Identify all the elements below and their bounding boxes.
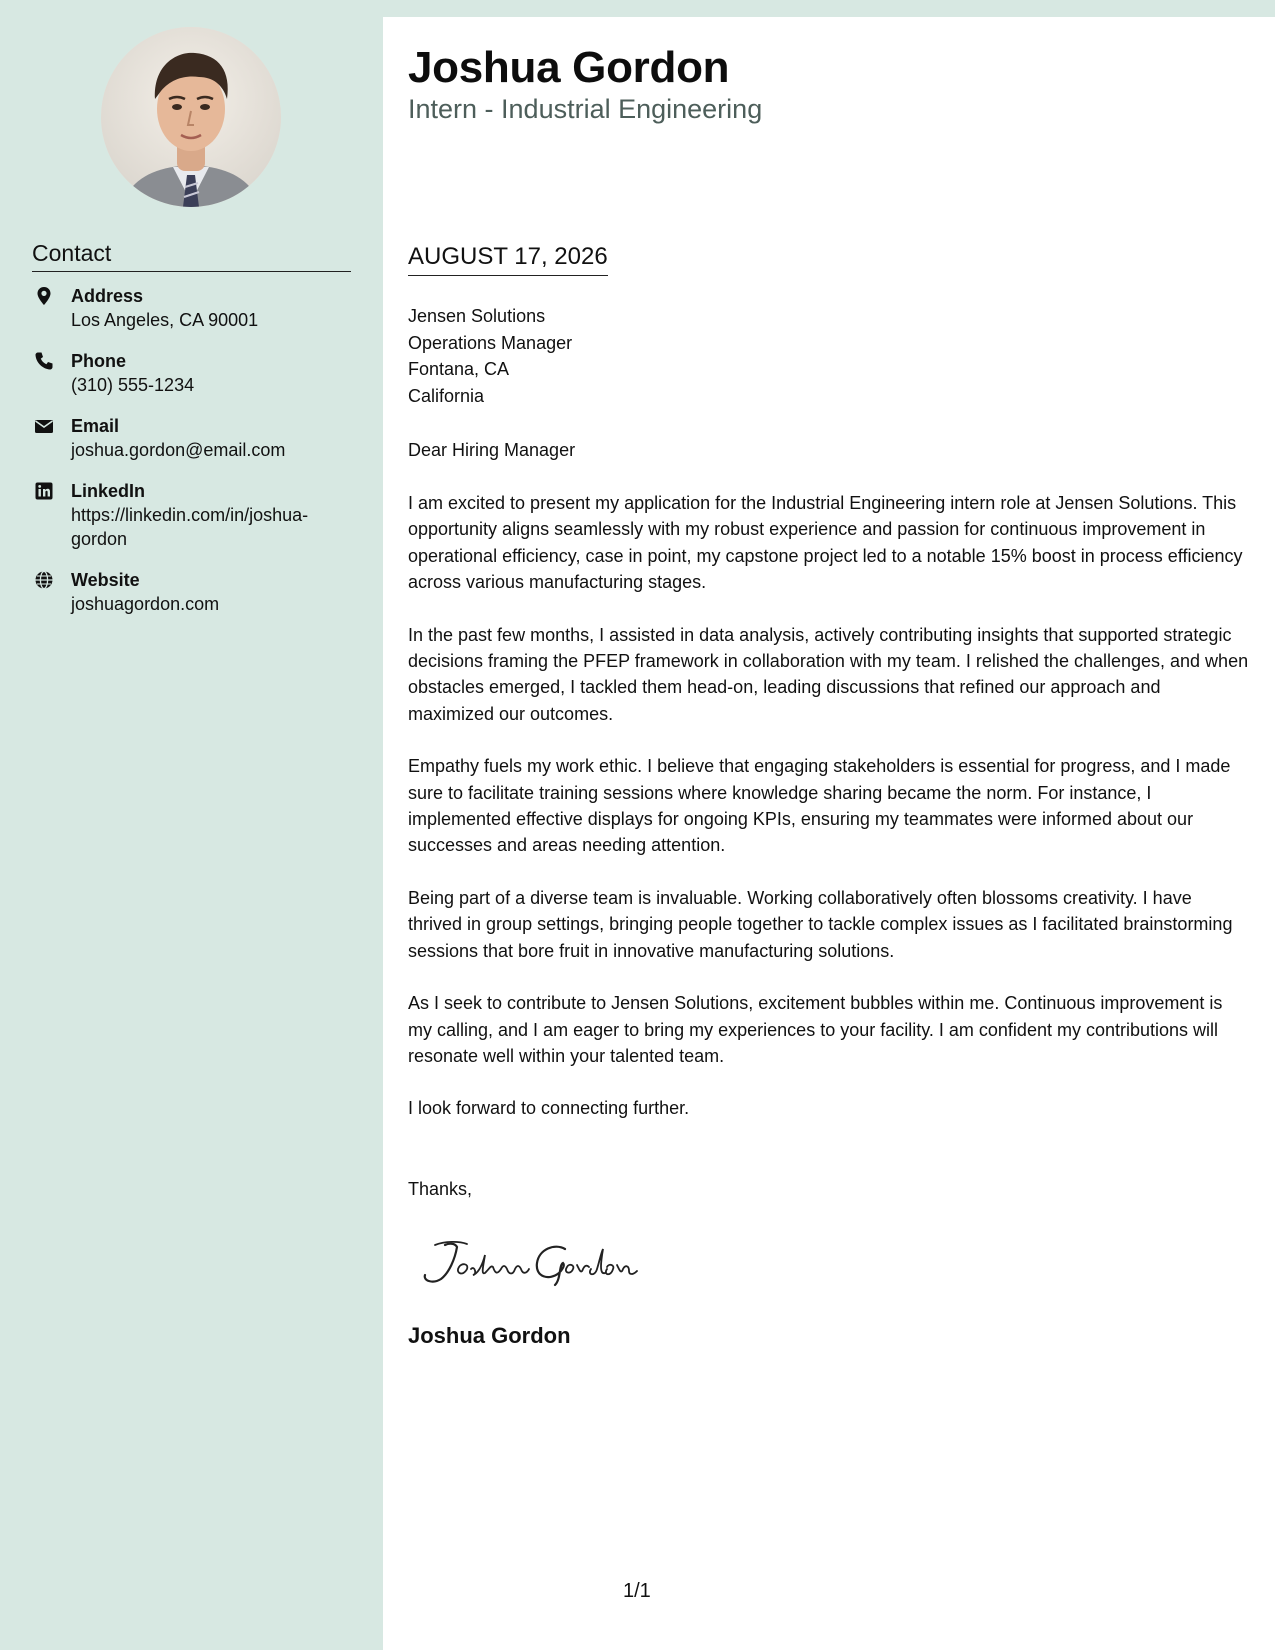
contact-value xyxy=(71,503,362,551)
contact-email xyxy=(32,414,362,462)
contact-section-title: Contact xyxy=(32,240,351,272)
contact-label: Email xyxy=(71,416,120,436)
greeting: Dear Hiring Manager xyxy=(408,440,576,460)
handwritten-signature xyxy=(415,1235,655,1291)
page-number: 1/1 xyxy=(623,1580,651,1602)
contact-address xyxy=(32,284,362,332)
contact-phone xyxy=(32,349,362,397)
recipient-line: Operations Manager xyxy=(408,332,573,353)
body-paragraph: In the past few months, I assisted in data analysis, actively contributing insights that supported strategic decisions framing the PFEP framework in collaboration with my team. I relished the challenges, and when obstacles emerged, I tackled them head-on, leading discussions that refined our approach and maximized our outcomes. xyxy=(408,624,1249,724)
body-paragraph: I look forward to connecting further. xyxy=(408,1098,690,1119)
applicant-role: Intern - Industrial Engineering xyxy=(408,94,763,124)
body-paragraph: Being part of a diverse team is invaluable. Working collaboratively often blossoms creativity. I have thrived in group settings, bringing people together to tackle complex issues as I facilitated brainstorming sessions that bore fruit in innovative manufacturing solutions. xyxy=(408,887,1233,961)
contact-linkedin xyxy=(32,479,362,551)
contact-label: Phone xyxy=(71,351,127,371)
recipient-line: California xyxy=(408,385,485,406)
letter-date: AUGUST 17, 2026 xyxy=(408,243,608,276)
body-paragraph: As I seek to contribute to Jensen Solutions, excitement bubbles within me. Continuous improvement is my calling, and I am eager to bring my experiences to your facility. I am confident my contributions will resonate well within your talented team. xyxy=(408,993,1223,1066)
recipient-block xyxy=(408,303,572,409)
signer-name: Joshua Gordon xyxy=(408,1323,571,1348)
linkedin-url-line-2: gordon xyxy=(71,529,128,549)
contact-value: joshuagordon.com xyxy=(71,594,220,614)
contact-label: LinkedIn xyxy=(71,481,146,501)
contact-value: joshua.gordon@email.com xyxy=(71,440,286,460)
letter-main xyxy=(383,17,1275,1650)
profile-photo xyxy=(101,27,281,207)
profile-photo-illustration xyxy=(101,27,281,207)
applicant-name: Joshua Gordon xyxy=(408,43,730,92)
letter-body xyxy=(408,490,1250,1148)
recipient-line: Jensen Solutions xyxy=(408,306,546,326)
recipient-line: Fontana, CA xyxy=(408,359,510,379)
sidebar xyxy=(0,0,383,1650)
body-paragraph: I am excited to present my application for the Industrial Engineering intern role at Jensen Solutions. This opportunity aligns seamlessly with my robust experience and passion for continuous improvement in operational efficiency, case in point, my capstone project led to a notable 15% boost in process efficiency across various manufacturing stages. xyxy=(408,493,1243,593)
body-paragraph: Empathy fuels my work ethic. I believe that engaging stakeholders is essential for progress, and I made sure to facilitate training sessions where knowledge sharing became the norm. For instance, I implemented effective displays for ongoing KPIs, ensuring my teammates were informed about our successes and areas needing attention. xyxy=(408,756,1231,856)
contact-value: Los Angeles, CA 90001 xyxy=(71,310,259,330)
contact-list xyxy=(32,284,362,633)
globe-icon xyxy=(34,570,54,590)
contact-label: Website xyxy=(71,570,140,590)
envelope-icon xyxy=(34,416,54,436)
contact-label: Address xyxy=(71,286,144,306)
location-pin-icon xyxy=(34,286,54,306)
contact-value: (310) 555-1234 xyxy=(71,375,195,395)
phone-icon xyxy=(34,351,54,371)
closing: Thanks, xyxy=(408,1179,473,1199)
linkedin-icon xyxy=(34,481,54,501)
linkedin-url-line-1: https://linkedin.com/in/joshua- xyxy=(71,505,309,525)
contact-website xyxy=(32,568,362,616)
